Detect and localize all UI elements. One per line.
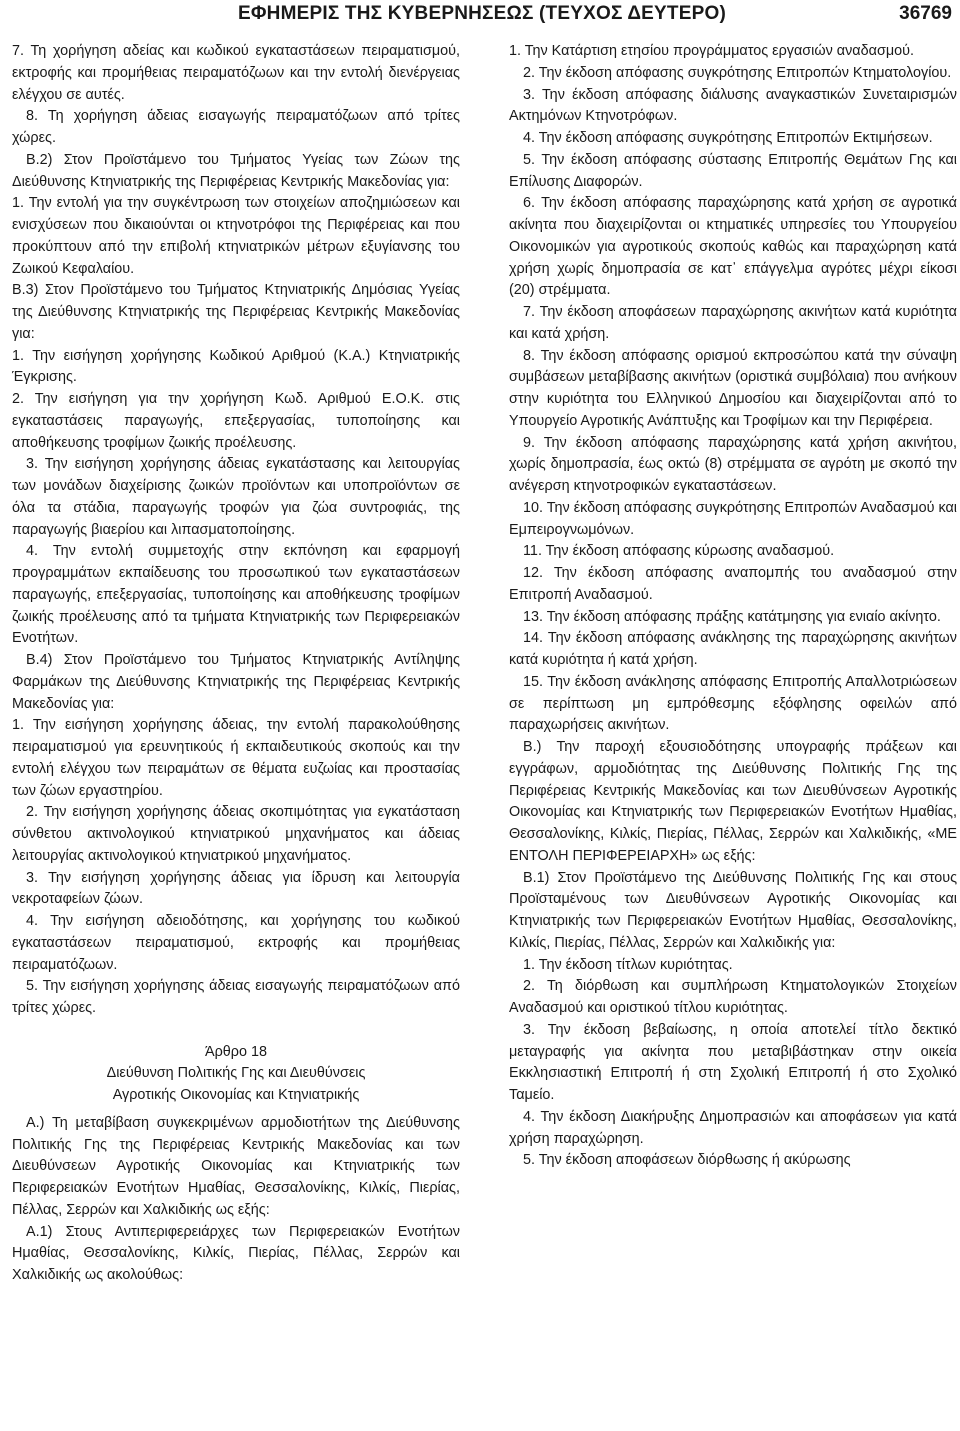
paragraph: 6. Την έκδοση απόφασης παραχώρησης κατά χρήση σε αγροτικά ακίνητα που διαχειρίζονται οι κτηματικές υπηρεσίες του Υπουργείου Οικονομικών για αγροτικούς σκοπούς καθώς και παραχώρηση κατά χρήση χωρίς δημοπρασία σε κατ᾽ επάγγελμα αγρότες μέχρι είκοσι (20) στρέμματα. (509, 195, 957, 299)
gazette-title: ΕΦΗΜΕΡΙΣ ΤΗΣ ΚΥΒΕΡΝΗΣΕΩΣ (ΤΕΥΧΟΣ ΔΕΥΤΕΡΟ) (238, 3, 726, 24)
article-title-line: Αγροτικής Οικονομίας και Κτηνιατρικής (112, 1087, 360, 1103)
left-column (12, 41, 460, 1287)
section-heading: Β.3) Στον Προϊστάμενο του Τμήματος Κτηνιατρικής Δημόσιας Υγείας της Διεύθυνσης Κτηνιατρικής της Περιφέρειας Κεντρικής Μακεδονίας για: (12, 282, 460, 342)
paragraph: 2. Την έκδοση απόφασης συγκρότησης Επιτροπών Κτηματολογίου. (523, 64, 952, 81)
paragraph: 3. Την εισήγηση χορήγησης άδειας για ίδρυση και λειτουργία νεκροταφείων ζώων. (12, 869, 460, 908)
paragraph: 4. Την εντολή συμμετοχής στην εκπόνηση και εφαρμογή προγραμμάτων εκπαίδευσης του προσωπικού των εγκαταστάσεων παραγωγής, επεξεργασίας, τυποποίησης και αποθήκευσης τροφίμων ζωικής προέλευσης από τα τμήματα Κτηνιατρικής των Περιφερειακών Ενοτήτων. (12, 543, 460, 647)
paragraph: 1. Την Κατάρτιση ετησίου προγράμματος εργασιών αναδασμού. (509, 43, 914, 59)
paragraph: 3. Την εισήγηση χορήγησης άδειας εγκατάστασης και λειτουργίας των μονάδων διαχείρισης ζωικών προϊόντων και υποπροϊόντων σε όλα τα στάδια, παραγωγής τροφών για ζώα συντροφιάς, της παραγωγής βιαερίου και λιπασματοποίησης. (12, 456, 460, 538)
paragraph: 4. Την έκδοση Διακήρυξης Δημοπρασιών και αποφάσεων για κατά χρήση παραχώρηση. (509, 1108, 957, 1147)
paragraph: 2. Την εισήγηση χορήγησης άδειας σκοπιμότητας για εγκατάσταση σύνθετου ακτινολογικού κτηνιατρικού μηχανήματος και άδειας λειτουργίας ακτινολογικού κτηνιατρικού μηχανήματος. (12, 804, 460, 864)
paragraph: 5. Την έκδοση απόφασης σύστασης Επιτροπής Θεμάτων Γης και Επίλυσης Διαφορών. (509, 151, 957, 190)
paragraph: 4. Την έκδοση απόφασης συγκρότησης Επιτροπών Εκτιμήσεων. (523, 130, 933, 146)
page-number: 36769 (899, 3, 952, 24)
paragraph: 13. Την έκδοση απόφασης πράξης κατάτμησης για ενιαίο ακίνητο. (523, 608, 941, 625)
paragraph: 8. Την έκδοση απόφασης ορισμού εκπροσώπου κατά την σύναψη συμβάσεων μεταβίβασης ακινήτων (οριστικά συμβόλαια) που ανήκουν στην κυριότητα του Ελληνικού Δημοσίου και διαχειρίζονται από το Υπουργείο Αγροτικής Ανάπτυξης και Τροφίμων και την Περιφέρεια. (509, 347, 957, 429)
paragraph: 14. Την έκδοση απόφασης ανάκλησης της παραχώρησης ακινήτων κατά κυριότητα ή κατά χρήση. (509, 630, 957, 668)
paragraph: 7. Την έκδοση αποφάσεων παραχώρησης ακινήτων κατά κυριότητα και κατά χρήση. (509, 304, 957, 342)
paragraph: 1. Την εισήγηση χορήγησης άδειας, την εντολή παρακολούθησης πειραματισμού για ερευνητικούς ή εκπαιδευτικούς σκοπούς και την εντολή ελέγχου των πειραμάτων σε θέματα ευζωίας και προστασίας των ζώων εργαστηρίου. (12, 717, 460, 799)
paragraph: 3. Την έκδοση απόφασης διάλυσης αναγκαστικών Συνεταιρισμών Ακτημόνων Κτηνοτρόφων. (509, 86, 957, 125)
paragraph: 9. Την έκδοση απόφασης παραχώρησης κατά χρήση ακινήτου, χωρίς δημοπρασία, έως οκτώ (8) στρέμματα σε αγρότη με σκοπό την ανέγερση κτηνοτροφικών εγκαταστάσεων. (509, 434, 957, 494)
paragraph: 4. Την εισήγηση αδειοδότησης, και χορήγησης του κωδικού εγκαταστάσεων πειραματισμού, εκτροφής και προμήθειας πειραματόζωων. (12, 913, 460, 973)
section-heading: Β.4) Στον Προϊστάμενο του Τμήματος Κτηνιατρικής Αντίληψης Φαρμάκων της Διεύθυνσης Κτηνιατρικής της Περιφέρειας Κεντρικής Μακεδονίας για: (12, 652, 460, 712)
paragraph: 8. Τη χορήγηση άδειας εισαγωγής πειραματόζωων από τρίτες χώρες. (12, 108, 460, 146)
paragraph: 1. Την εντολή για την συγκέντρωση των στοιχείων αποζημιώσεων και ενισχύσεων που δικαιούνται οι κτηνοτρόφοι της Περιφέρειας και που προκύπτουν από την επιβολή κτηνιατρικών μέτρων εξυγίανσης του Ζωικού Κεφαλαίου. (12, 195, 460, 277)
paragraph: 15. Την έκδοση ανάκλησης απόφασης Επιτροπής Απαλλοτριώσεων σε περίπτωση μη εμπρόθεσμης εξόφλησης οφειλών από παραχωρήσεις ακινήτων. (509, 673, 957, 734)
article-title-line: Διεύθυνση Πολιτικής Γης και Διευθύνσεις (106, 1065, 366, 1082)
paragraph: 5. Την εισήγηση χορήγησης άδειας εισαγωγής πειραματόζωων από τρίτες χώρες. (12, 978, 460, 1016)
paragraph: 7. Τη χορήγηση αδείας και κωδικού εγκαταστάσεων πειραματισμού, εκτροφής και προμήθειας πειραματόζωων και την εντολή διενέργειας ελέγχου σε αυτές. (12, 43, 460, 103)
right-column (509, 41, 957, 1172)
paragraph: 1. Την εισήγηση χορήγησης Κωδικού Αριθμού (Κ.Α.) Κτηνιατρικής Έγκρισης. (12, 347, 460, 386)
paragraph: 1. Την έκδοση τίτλων κυριότητας. (523, 956, 733, 973)
article-heading: Άρθρο 18 (205, 1043, 267, 1060)
paragraph: 2. Τη διόρθωση και συμπλήρωση Κτηματολογικών Στοιχείων Αναδασμού και οριστικού τίτλου κυριότητας. (509, 978, 957, 1016)
paragraph: Α.1) Στους Αντιπεριφερειάρχες των Περιφερειακών Ενοτήτων Ημαθίας, Θεσσαλονίκης, Κιλκίς, Πιερίας, Πέλλας, Σερρών και Χαλκιδικής ως ακολούθως: (12, 1223, 460, 1283)
paragraph: 2. Την εισήγηση για την χορήγηση Κωδ. Αριθμού Ε.Ο.Κ. στις εγκαταστάσεις παραγωγής, επεξεργασίας, τυποποίησης και αποθήκευσης τροφίμων ζωικής προέλευσης. (12, 391, 460, 451)
paragraph: 12. Την έκδοση απόφασης αναπομπής του αναδασμού στην Επιτροπή Αναδασμού. (509, 565, 957, 603)
page-header (0, 0, 960, 32)
section-heading: Β.2) Στον Προϊστάμενο του Τμήματος Υγείας των Ζώων της Διεύθυνσης Κτηνιατρικής της Περιφέρειας Κεντρικής Μακεδονίας για: (12, 151, 460, 190)
paragraph: 10. Την έκδοση απόφασης συγκρότησης Επιτροπών Αναδασμού και Εμπειρογνωμόνων. (509, 499, 957, 538)
spacer (12, 1020, 460, 1042)
section-heading: Β.1) Στον Προϊστάμενο της Διεύθυνσης Πολιτικής Γης και στους Προϊσταμένους των Διευθύνσεων Αγροτικής Οικονομίας και Κτηνιατρικής των Περιφερειακών Ενοτήτων Ημαθίας, Θεσσαλονίκης, Κιλκίς, Πιερίας, Πέλλας, Σερρών και Χαλκιδικής για: (509, 869, 957, 951)
paragraph: Α.) Τη μεταβίβαση συγκεκριμένων αρμοδιοτήτων της Διεύθυνσης Πολιτικής Γης της Περιφέρειας Κεντρικής Μακεδονίας και των Διευθύνσεων Αγροτικής Οικονομίας και Κτηνιατρικής των Περιφερειακών Ενοτήτων Ημαθίας, Θεσσαλονίκης, Κιλκίς, Πιερίας, Πέλλας, Σερρών και Χαλκιδικής ως εξής: (12, 1114, 460, 1218)
section-heading: Β.) Την παροχή εξουσιοδότησης υπογραφής πράξεων και εγγράφων, αρμοδιότητας της Διεύθυνσης Πολιτικής Γης της Περιφέρειας Κεντρικής Μακεδονίας και των Διευθύνσεων Αγροτικής Οικονομίας και Κτηνιατρικής των Περιφερειακών Ενοτήτων Ημαθίας, Θεσσαλονίκης, Κιλκίς, Πιερίας, Πέλλας, Σερρών και Χαλκιδικής, «ΜΕ ΕΝΤΟΛΗ ΠΕΡΙΦΕΡΕΙΑΡΧΗ» ως εξής: (509, 739, 957, 864)
paragraph: 3. Την έκδοση βεβαίωσης, η οποία αποτελεί τίτλο δεκτικό μεταγραφής για ακίνητα που μεταβιβάστηκαν στην οικεία Εκκλησιαστική Επιτροπή ή στη Σχολική Επιτροπή ή στο Σχολικό Ταμείο. (509, 1021, 957, 1103)
paragraph: 5. Την έκδοση αποφάσεων διόρθωσης ή ακύρωσης (523, 1152, 851, 1169)
paragraph: 11. Την έκδοση απόφασης κύρωσης αναδασμού. (523, 543, 835, 560)
